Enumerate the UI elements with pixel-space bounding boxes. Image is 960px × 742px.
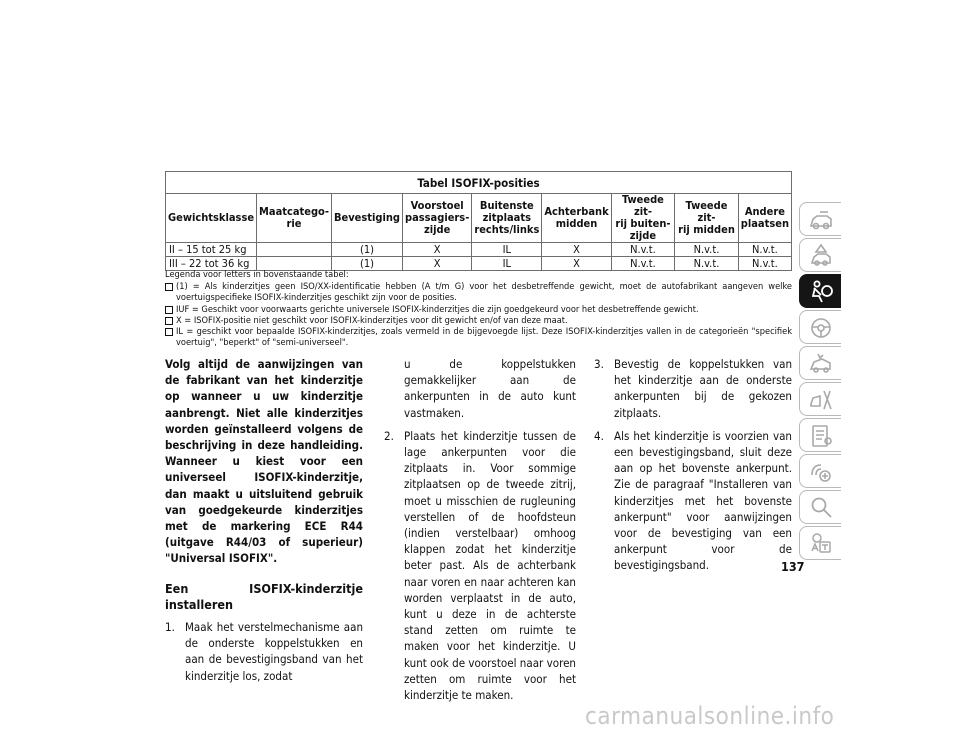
- tab-specifications[interactable]: [799, 418, 841, 452]
- legend-item-text: IUF = Geschikt voor voorwaarts gerichte universele ISOFIX-kinderzitjes die zijn goedgekeurd voor het desbetreffende gewicht.: [176, 303, 699, 315]
- column-header: Voorstoel passagiers- zijde: [403, 194, 472, 243]
- checkbox-bullet-icon: [165, 283, 173, 291]
- legend-item-text: (1) = Als kinderzitjes geen ISO/XX-identificatie hebben (A t/m G) voor het desbetreffende gewicht, moet de autofabrikant aangeven welke voertuigspecifieke ISOFIX-kinderzitjes geschikt zijn voor de posities.: [176, 281, 792, 304]
- column-header: Tweede zit- rij buiten- zijde: [611, 194, 675, 243]
- magnifier-index-icon: [808, 495, 834, 521]
- section-title: Een ISOFIX-kinderzitje installeren: [165, 580, 363, 612]
- tab-car-service[interactable]: [799, 382, 841, 416]
- checkbox-bullet-icon: [165, 328, 173, 336]
- car-dashboard-icon: [808, 207, 834, 233]
- step-number: 2.: [384, 428, 394, 443]
- table-cell: IL: [472, 243, 542, 257]
- text-column-2: [384, 356, 576, 710]
- table-cell: N.v.t.: [738, 257, 791, 271]
- tab-steering-wheel[interactable]: [799, 310, 841, 344]
- table-body: [166, 243, 792, 271]
- text-column-3: [594, 356, 792, 581]
- table-header-row: [166, 194, 792, 243]
- step-number: 1.: [165, 620, 175, 635]
- table-cell: (1): [331, 243, 402, 257]
- chapter-tabs: [799, 202, 841, 562]
- legend-list: [165, 281, 792, 348]
- step-text: Bevestig de koppelstukken van het kinderzitje aan de onderste ankerpunten bij de gekozen zitplaats.: [614, 357, 792, 420]
- tab-car-warning[interactable]: [799, 238, 841, 272]
- checkbox-bullet-icon: [165, 306, 173, 314]
- car-warning-icon: [808, 243, 834, 269]
- step-number: 3.: [594, 357, 604, 371]
- table-cell: N.v.t.: [675, 257, 739, 271]
- table-cell: N.v.t.: [738, 243, 791, 257]
- table-cell: II – 15 tot 25 kg: [166, 243, 257, 257]
- column-header: Andere plaatsen: [738, 194, 791, 243]
- specifications-list-icon: [808, 423, 834, 449]
- tab-multimedia[interactable]: [799, 454, 841, 488]
- column-header: Tweede zit- rij midden: [675, 194, 739, 243]
- isofix-table: [165, 171, 792, 271]
- step-text: Maak het verstelmechanisme aan de onderste koppelstukken en aan de bevestigingsband van het kinderzitje los, zodat: [185, 620, 363, 683]
- step-text: Als het kinderzitje is voorzien van een bevestigingsband, sluit deze aan op het bovenste ankerpunt. Zie de paragraaf "Installeren van kinderzitjes met het bovenste ankerpunt" voor aanwijzingen voor de bevestiging van een ankerpunt voor de bevestigingsband.: [614, 428, 792, 573]
- table-cell: N.v.t.: [611, 243, 675, 257]
- table-cell: (1): [331, 257, 402, 271]
- table-cell: N.v.t.: [675, 243, 739, 257]
- text-column-1: [165, 356, 363, 691]
- legend-title: Legenda voor letters in bovenstaande tabel:: [165, 269, 349, 280]
- table-cell: X: [403, 257, 472, 271]
- step-number: 4.: [594, 428, 604, 443]
- car-crash-icon: [808, 351, 834, 377]
- table-cell: X: [542, 243, 611, 257]
- legend-item-text: IL = geschikt voor bepaalde ISOFIX-kinderzitjes, zoals vermeld in de bijgevoegde lijst. Deze ISOFIX-kinderzitjes vallen in de categorieën "specifiek voertuig", "beperkt" of "semi-universeel".: [176, 326, 792, 349]
- steering-wheel-icon: [808, 315, 834, 341]
- table-title: Tabel ISOFIX-posities: [166, 172, 792, 194]
- multimedia-icon: [808, 459, 834, 485]
- table-cell: X: [403, 243, 472, 257]
- legend-item: [165, 304, 792, 315]
- tab-index[interactable]: [799, 490, 841, 524]
- legend-item: [165, 281, 792, 303]
- table-cell: [257, 243, 332, 257]
- step-1-continuation: u de koppelstukken gemakkelijker aan de ankerpunten in de auto kunt vastmaken.: [404, 357, 576, 420]
- step-4: [594, 428, 792, 574]
- watermark-text: carmanualsonline.info: [585, 702, 835, 730]
- table-cell: N.v.t.: [611, 257, 675, 271]
- car-service-tools-icon: [808, 387, 834, 413]
- seatbelt-airbag-icon: [808, 279, 834, 305]
- legend-item: [165, 315, 792, 326]
- table-cell: IL: [472, 257, 542, 271]
- table-legend: [165, 269, 792, 348]
- legend-item: [165, 326, 792, 348]
- languages-icon: [808, 531, 834, 557]
- column-header: Achterbank midden: [542, 194, 611, 243]
- tab-languages[interactable]: [799, 526, 841, 560]
- step-2: [384, 428, 576, 703]
- column-header: Gewichtsklasse: [166, 194, 257, 243]
- table-cell: X: [542, 257, 611, 271]
- step-text: Plaats het kinderzitje tussen de lage ankerpunten voor die zitplaats in. Voor sommige zitplaatsen op de tweede zitrij, moet u misschien de rugleuning verstellen of de hoofdsteun (indien verstelbaar) omhoog klappen zodat het kinderzitje beter past. Als de achterbank naar voren en naar achteren kan worden verplaatst in de auto, kunt u deze in de achterste stand zetten om ruimte te maken voor het kinderzitje. U kunt ook de voorstoel naar voren zetten om ruimte voor het kinderzitje te maken.: [404, 428, 576, 703]
- table-row: [166, 243, 792, 257]
- tab-car-crash[interactable]: [799, 346, 841, 380]
- step-3: [594, 356, 792, 421]
- checkbox-bullet-icon: [165, 317, 173, 325]
- tab-car-dashboard[interactable]: [799, 202, 841, 236]
- legend-item-text: X = ISOFIX-positie niet geschikt voor ISOFIX-kinderzitjes voor dit gewicht en/of van deze maat.: [176, 314, 568, 326]
- page-number: 137: [781, 559, 805, 574]
- intro-warning-text: Volg altijd de aanwijzingen van de fabrikant van het kinderzitje op wanneer u uw kinderzitje aanbrengt. Niet alle kinderzitjes worden geïnstalleerd volgens de beschrijving in deze handleiding. Wanneer u kiest voor een universeel ISOFIX-kinderzitje, dan maakt u uitsluitend gebruik van goedgekeurde kinderzitjes met de markering ECE R44 (uitgave R44/03 of superieur) "Universal ISOFIX".: [165, 357, 363, 566]
- tab-seatbelt-airbag[interactable]: [799, 274, 841, 308]
- column-header: Bevestiging: [331, 194, 402, 243]
- step-1: [165, 619, 363, 684]
- column-header: Maatcatego- rie: [257, 194, 332, 243]
- column-header: Buitenste zitplaats rechts/links: [472, 194, 542, 243]
- table-cell: III – 22 tot 36 kg: [166, 257, 257, 271]
